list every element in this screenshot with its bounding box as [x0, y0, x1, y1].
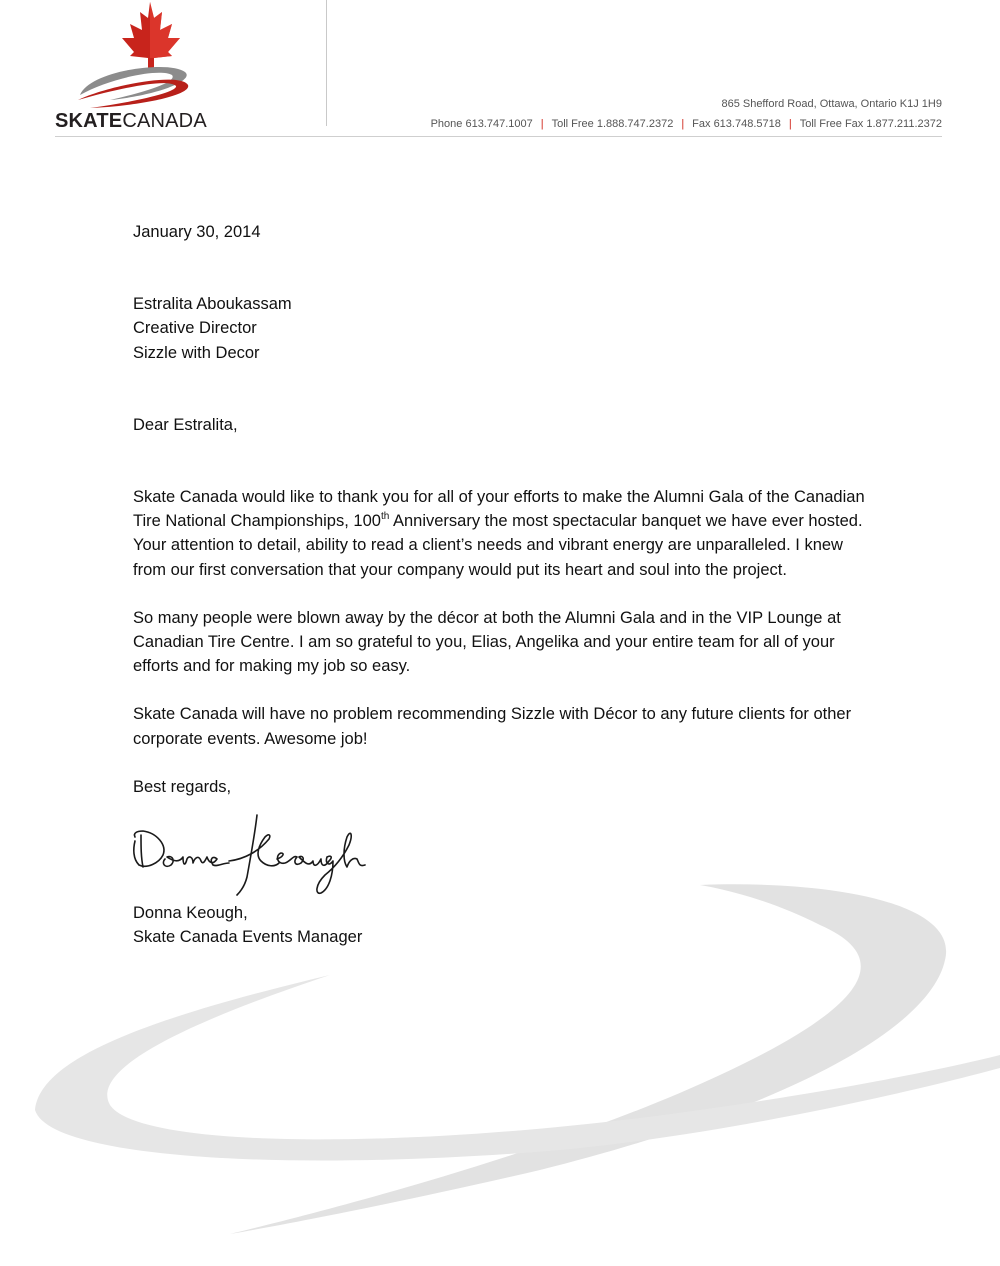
contact-phone: Phone 613.747.1007 — [430, 118, 533, 130]
closing: Best regards, — [133, 777, 232, 796]
header-vertical-divider — [326, 0, 327, 126]
logo-wordmark-bold: SKATE — [55, 110, 123, 132]
recipient-company: Sizzle with Decor — [133, 343, 260, 362]
contact-separator: | — [681, 118, 685, 130]
contact-toll-free: Toll Free 1.888.747.2372 — [551, 118, 674, 130]
header-address: 865 Shefford Road, Ottawa, Ontario K1J 1H9 — [721, 98, 942, 110]
paragraph-3: Skate Canada will have no problem recommending Sizzle with Décor to any future clients for other corporate events. Awesome job! — [133, 705, 852, 748]
signer-name: Donna Keough, — [133, 904, 248, 923]
contact-fax: Fax 613.748.5718 — [692, 118, 781, 130]
paragraph-2: So many people were blown away by the décor at both the Alumni Gala and in the VIP Lounge at Canadian Tire Centre. I am so grateful to you, Elias, Angelika and your entire team for all of your efforts and for making my job so easy. — [133, 608, 841, 676]
logo-wordmark-light: CANADA — [122, 110, 207, 132]
contact-separator: | — [788, 118, 792, 130]
paragraph-1-part-2: Anniversary the most spectacular banquet we have ever hosted. Your attention to detail, ability to read a client’s needs and vibrant energy are unparalleled. I knew from our first conversation that your company would put its heart and soul into the project. — [133, 512, 863, 579]
paragraph-1 — [133, 485, 873, 582]
signer-block — [133, 901, 873, 949]
paragraph-1-part-1: Skate Canada would like to thank you for all of your efforts to make the Alumni Gala of the Canadian Tire National Championships, 100 — [133, 488, 865, 531]
letter-date: January 30, 2014 — [133, 223, 261, 241]
handwritten-signature-image — [129, 811, 399, 901]
logo-wordmark — [55, 110, 207, 133]
contact-toll-free-fax: Toll Free Fax 1.877.211.2372 — [799, 118, 942, 130]
recipient-block — [133, 292, 873, 365]
signer-title: Skate Canada Events Manager — [133, 928, 363, 947]
letter-body — [133, 220, 873, 949]
contact-separator: | — [540, 118, 544, 130]
header-rule — [55, 136, 942, 137]
paragraph-1-superscript: th — [380, 510, 390, 522]
recipient-title: Creative Director — [133, 319, 257, 338]
salutation: Dear Estralita, — [133, 415, 238, 434]
header-contact-line — [431, 118, 942, 130]
recipient-name: Estralita Aboukassam — [133, 295, 292, 314]
